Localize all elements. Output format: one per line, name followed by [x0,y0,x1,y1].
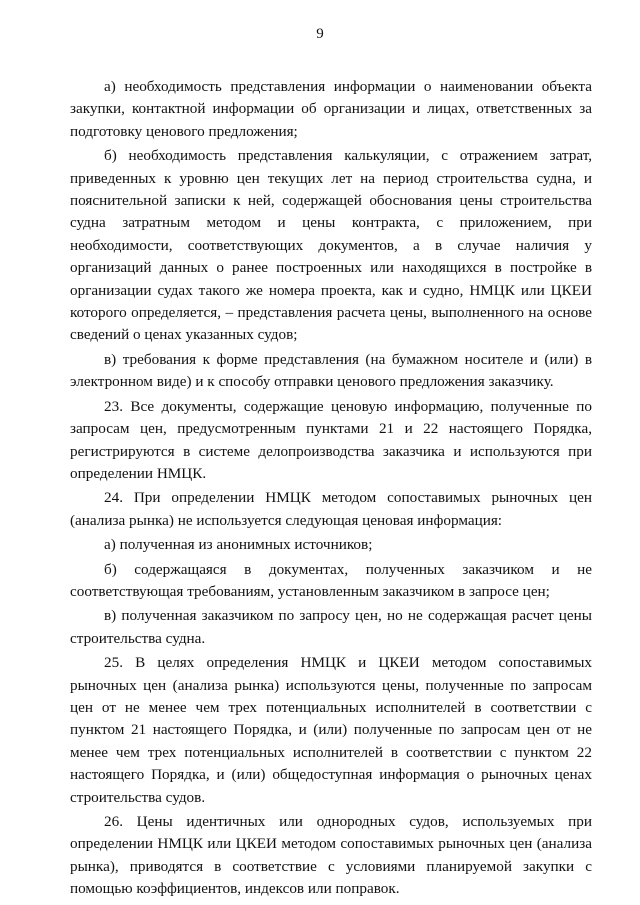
paragraph-25: 25. В целях определения НМЦК и ЦКЕИ методом сопоставимых рыночных цен (анализа рынка) используются цены, полученные по запросам цен от не менее чем трех потенциальных исполнителей в соответствии с пунктом 21 настоящего Порядка, и (или) полученные по запросам цен от не менее чем трех потенциальных исполнителей в соответствии с пунктом 22 настоящего Порядка, и (или) общедоступная информация о рыночных ценах строительства судов. [70,654,592,806]
paragraph-v-form: в) требования к форме представления (на бумажном носителе и (или) в электронном виде) и к способу отправки ценового предложения заказчику. [70,350,592,391]
paragraph-26: 26. Цены идентичных или однородных судов, используемых при определении НМЦК или ЦКЕИ методом сопоставимых рыночных цен (анализа рынка), приводятся в соответствие с условиями планируемой закупки с помощью коэффициентов, индексов или поправок. [70,813,592,898]
document-body [70,76,592,903]
paragraph-24: 24. При определении НМЦК методом сопоставимых рыночных цен (анализа рынка) не используется следующая ценовая информация: [70,489,592,529]
paragraph-24-b: б) содержащаяся в документах, полученных заказчиком и не соответствующая требованиям, установленным заказчиком в запросе цен; [70,560,592,600]
paragraph-24-a: а) полученная из анонимных источников; [104,536,373,554]
paragraph-a-info: а) необходимость представления информации о наименовании объекта закупки, контактной информации об организации и лицах, ответственных за подготовку ценового предложения; [70,78,592,140]
page-number: 9 [316,26,324,42]
paragraph-24-v: в) полученная заказчиком по запросу цен, но не содержащая расчет цены строительства судна. [70,607,592,647]
paragraph-23: 23. Все документы, содержащие ценовую информацию, полученные по запросам цен, предусмотренным пунктами 21 и 22 настоящего Порядка, регистрируются в системе делопроизводства заказчика и используются при определении НМЦК. [70,397,592,482]
paragraph-b-calculation: б) необходимость представления калькуляции, с отражением затрат, приведенных к уровню цен текущих лет на период строительства судна, и пояснительной записки к ней, содержащей обоснования цены строительства судна затратным методом и цены контракта, с приложением, при необходимости, соответствующих документов, а в случае наличия у организаций данных о ранее построенных или находящихся в постройке в организации судах такого же номера проекта, как и судно, НМЦК или ЦКЕИ которого определяется, – представления расчета цены, выполненного на основе сведений о ценах указанных судов; [70,147,592,344]
